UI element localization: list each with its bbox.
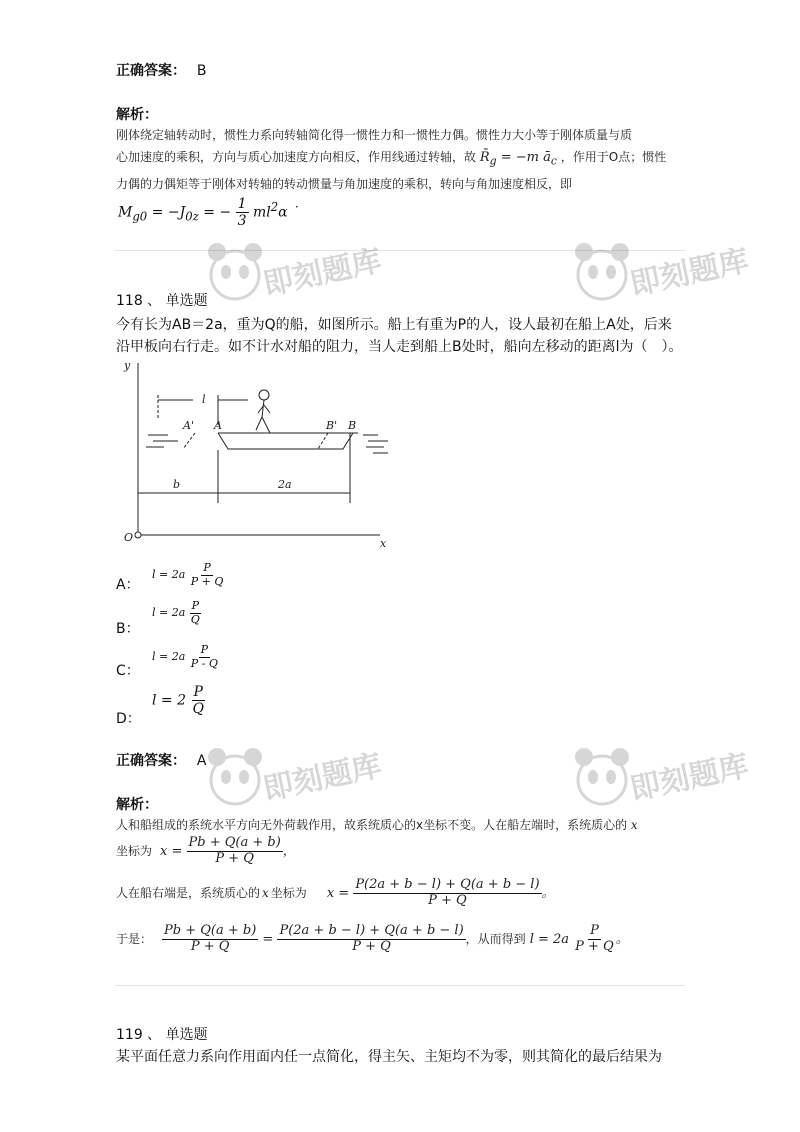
answer-value: A (196, 753, 207, 769)
stem-line: 今有长为AB＝2a，重为Q的船，如图所示。船上有重为P的人，设人最初在船上A处，后来 (116, 317, 672, 333)
question-number: 119 、 单选题 (116, 1027, 208, 1043)
fig-label-x: x (380, 537, 387, 550)
analysis-label-prev: 解析： (116, 107, 158, 123)
answer-label: 正确答案： (116, 753, 186, 769)
divider (115, 985, 685, 986)
fig-label-A: A (214, 419, 222, 432)
analysis-line: 坐标为 x = $\frac{Pb + Q(a + b)}{P + Q}$ ， (116, 835, 296, 866)
fig-label-A1: A' (183, 419, 194, 432)
watermark: 即刻题库 (572, 240, 632, 314)
question-number: 118 、 单选题 (116, 293, 208, 309)
option-formula: l = 2 $\frac{P}{Q}$ (152, 684, 204, 718)
option-c[interactable] (116, 643, 316, 679)
option-formula: l = 2a $\frac{P}{Q}$ (152, 599, 200, 626)
formula-final: l = 2a $\frac{P}{P + Q}$ 。 (529, 923, 629, 954)
option-d[interactable] (116, 684, 316, 727)
fig-label-l: l (202, 393, 206, 406)
formula-x-left: x = $\frac{Pb + Q(a + b)}{P + Q}$ ， (160, 835, 296, 866)
analysis-text (116, 814, 696, 867)
option-a[interactable] (116, 562, 316, 592)
analysis-text-prev (116, 124, 696, 195)
origin-point (135, 532, 141, 538)
watermark: 即刻题库 (205, 745, 265, 819)
watermark: 即刻题库 (572, 745, 632, 819)
formula-inertia-moment: $M_{g0} = -J_{0z}$ = − $\frac{1}{3}$ $ml^2\alpha$ ˙ (118, 196, 300, 230)
boat-hull (218, 433, 353, 449)
analysis-line-right: 人在船右端是，系统质心的 x 坐标为 x = $\frac{P(2a + b - l) + Q(a + b - l)}{P + Q}$ 。 (116, 877, 555, 908)
analysis-line: 力偶的力偶矩等于刚体对转轴的转动惯量与角加速度的乘积，转向与角加速度相反，即 (116, 176, 573, 191)
fig-label-O: O (124, 531, 134, 544)
answer-row (116, 750, 206, 770)
fig-label-2a: 2a (278, 478, 292, 491)
panda-logo-icon (572, 745, 632, 815)
person-head (259, 390, 269, 400)
fig-label-B1: B' (326, 419, 338, 432)
option-b[interactable] (116, 600, 316, 636)
fig-label-b: b (173, 478, 181, 491)
watermark: 即刻题库 (205, 240, 265, 314)
analysis-line: 刚体绕定轴转动时，惯性力系向转轴简化得一惯性力和一惯性力偶。惯性力大小等于刚体质量与质 (116, 128, 633, 142)
analysis-line: 心加速度的乘积，方向与质心加速度方向相反，作用线通过转轴，故 $R̄_g = -m$ $ā_c$ ，作用于O点；惯性 (116, 150, 667, 168)
option-letter: C： (116, 663, 140, 679)
formula-inertia-force: $R̄_g = -m$ $ā_c$ (479, 150, 557, 168)
analysis-line: 人和船组成的系统水平方向无外荷载作用，故系统质心的x坐标不变。人在船左端时，系统质心的 x (116, 818, 638, 832)
formula-equation: $\frac{Pb + Q(a + b)}{P + Q}$ = $\frac{P(2a + b - l) + Q(a + b - l)}{P + Q}$ (164, 923, 464, 954)
answer-label: 正确答案： (116, 63, 186, 79)
analysis-label: 解析： (116, 797, 158, 813)
option-formula: l = 2a $\frac{P}{P + Q}$ (152, 561, 224, 588)
analysis-line-result: 于是： $\frac{Pb + Q(a + b)}{P + Q}$ = $\frac{P(2a + b - l) + Q(a + b - l)}{P + Q}$ ，从而得到 l = 2a $\frac{P}{P + Q}$ 。 (116, 923, 629, 954)
divider (115, 250, 685, 251)
panda-logo-icon (205, 745, 265, 815)
answer-row-prev (116, 60, 206, 80)
option-letter: D： (116, 711, 141, 727)
fig-label-B: B (348, 419, 357, 432)
formula-x-right: x = $\frac{P(2a + b - l) + Q(a + b - l)}{P + Q}$ 。 (326, 877, 555, 908)
option-letter: B： (116, 621, 140, 637)
fig-label-y: y (124, 359, 131, 372)
answer-value: B (196, 63, 207, 79)
question-stem: 某平面任意力系向作用面内任一点简化，得主矢、主矩均不为零，则其简化的最后结果为 (116, 1049, 662, 1065)
option-letter: A： (116, 577, 140, 593)
person-body (256, 400, 270, 433)
stem-line: 沿甲板向右行走。如不计水对船的阻力，当人走到船上B处时，船向左移动的距离l为（ ）。 (116, 339, 683, 355)
boat-figure (118, 355, 403, 550)
option-formula: l = 2a $\frac{P}{P - Q}$ (152, 643, 218, 670)
question-stem (116, 314, 696, 358)
